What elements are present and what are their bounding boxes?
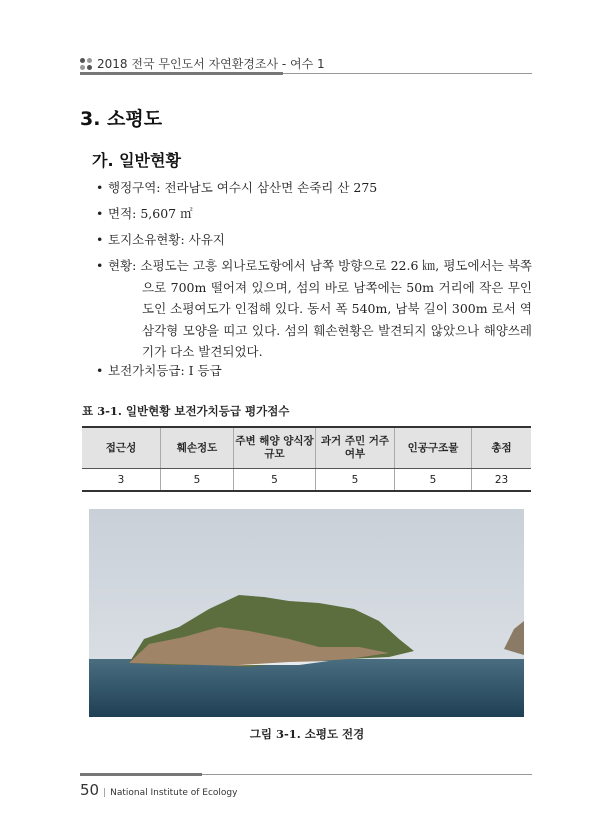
bullet-grade: • 보전가치등급: I 등급 <box>96 360 222 382</box>
header-cell: 인공구조물 <box>395 427 472 469</box>
footer-rule <box>80 774 532 775</box>
header-rule <box>80 73 532 74</box>
bullet-ownership: • 토지소유현황: 사유지 <box>96 229 225 251</box>
bullet-admin: • 행정구역: 전라남도 여수시 삼산면 손죽리 산 275 <box>96 177 377 199</box>
header-cell: 총점 <box>472 427 532 469</box>
cell: 5 <box>316 469 395 492</box>
cell: 23 <box>472 469 532 492</box>
table-caption: 표 3-1. 일반현황 보전가치등급 평가점수 <box>82 404 290 418</box>
header-cell: 접근성 <box>82 427 161 469</box>
bullet-area: • 면적: 5,607 ㎡ <box>96 203 193 225</box>
footer <box>80 780 237 799</box>
header-cell: 주변 해양 양식장 규모 <box>234 427 316 469</box>
cell: 5 <box>234 469 316 492</box>
table-header-row <box>82 427 531 469</box>
header-title: 2018 전국 무인도서 자연환경조사 - 여수 1 <box>97 57 325 71</box>
footer-org: National Institute of Ecology <box>110 788 238 798</box>
table-row <box>82 469 531 492</box>
cell: 5 <box>161 469 234 492</box>
subsection-title: 가. 일반현황 <box>92 151 181 170</box>
header-cell: 훼손정도 <box>161 427 234 469</box>
section-title: 3. 소평도 <box>80 108 163 130</box>
footer-separator: | <box>103 788 107 798</box>
dots-icon <box>80 58 92 70</box>
evaluation-table <box>82 426 531 492</box>
running-header <box>80 55 325 72</box>
page-number: 50 <box>80 781 100 799</box>
figure-caption: 그림 3-1. 소평도 전경 <box>249 727 365 741</box>
island-photo <box>89 509 524 717</box>
bullet-status: • 현황: 소평도는 고흥 외나로도항에서 남쪽 방향으로 22.6 ㎞, 평도에서는 북쪽으로 700m 떨어져 있으며, 섬의 바로 남쪽에는 50m 거리에 작은 무인도인 소평여도가 인접해 있다. 동서 폭 540m, 남북 길이 300m 로서 역삼각형 모양을 띠고 있다. 섬의 훼손현황은 발견되지 않았으나 해양쓰레기가 다소 발견되었다. <box>96 255 532 363</box>
header-cell: 과거 주민 거주 여부 <box>316 427 395 469</box>
cell: 5 <box>395 469 472 492</box>
cell: 3 <box>82 469 161 492</box>
